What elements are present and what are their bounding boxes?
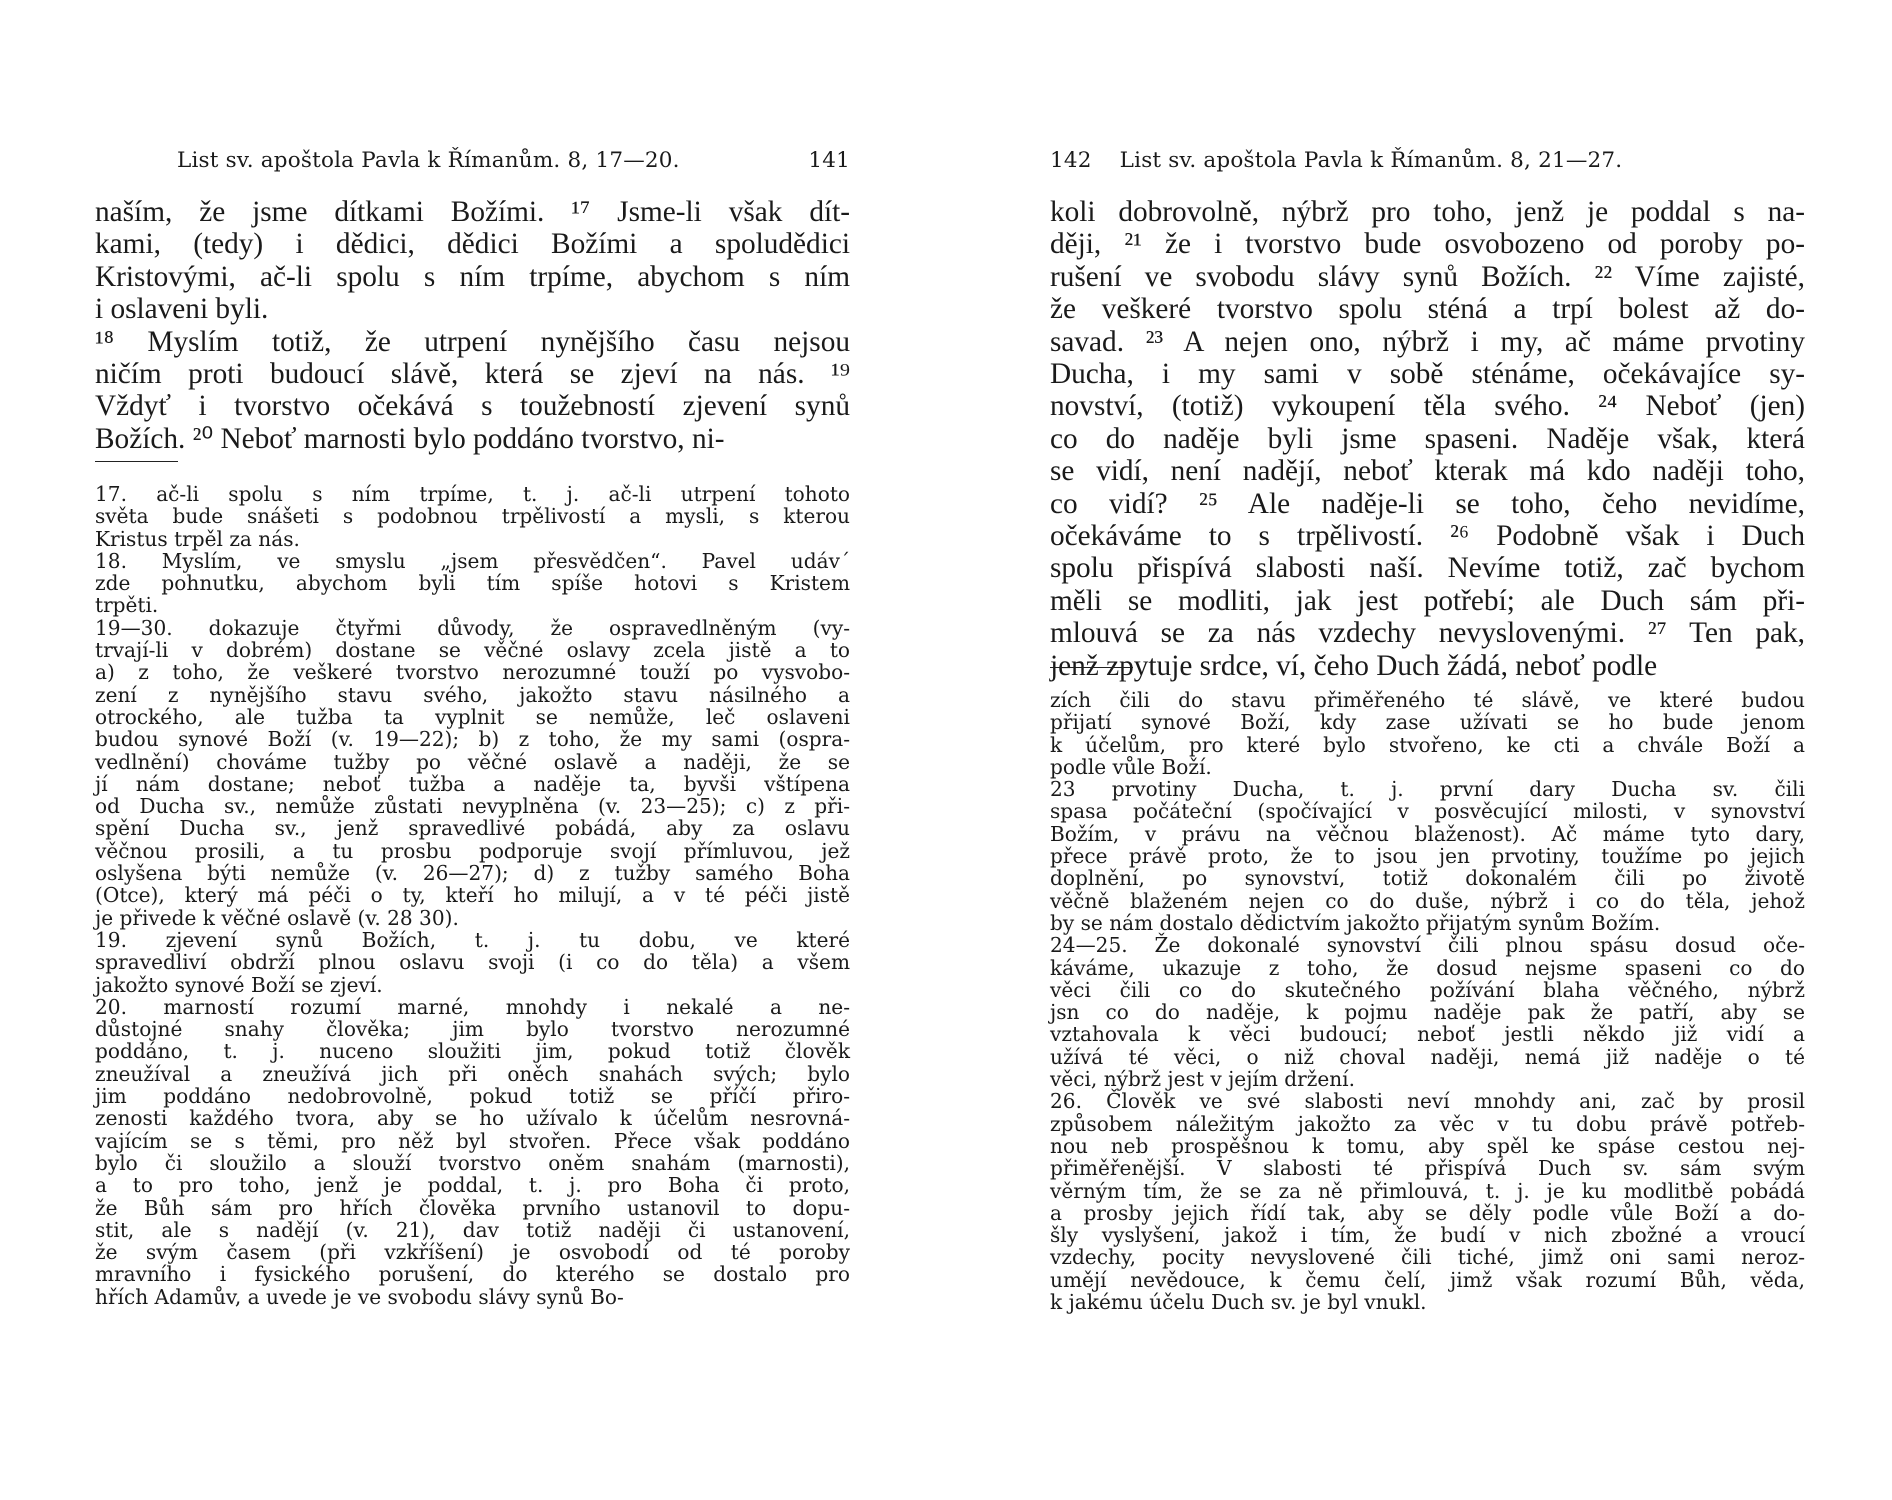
left-note-line: spravedliví obdrží plnou oslavu svoji (i co do těla) a všem bbox=[95, 950, 850, 975]
left-note-line: zneužíval a zneužívá jich při oněch snahách svých; bylo bbox=[95, 1061, 850, 1086]
left-page bbox=[95, 0, 850, 1500]
left-main-text bbox=[95, 196, 850, 455]
left-body-line: kami, (tedy) i dědici, dědici Božími a spoludědici bbox=[95, 228, 850, 261]
left-note-line: stit, ale s nadějí (v. 21), dav totiž naději či ustanovení, bbox=[95, 1217, 850, 1242]
left-note-line: Kristus trpěl za nás. bbox=[95, 526, 300, 551]
right-main-text bbox=[1050, 196, 1805, 682]
right-note-line: by se nám dostalo dědictvím jakožto přijatým synům Božím. bbox=[1050, 910, 1661, 935]
left-header-title: List sv. apoštola Pavla k Římanům. 8, 17—20. bbox=[177, 148, 680, 173]
left-body-line: Božích. ²⁰ Neboť marnosti bylo poddáno tvorstvo, ni- bbox=[95, 422, 725, 455]
right-note-line: užívá té věci, o niž choval naději, nemá již naděje o té bbox=[1050, 1044, 1805, 1069]
right-note-line: vztahovala k věci budoucí; neboť jestli někdo již vidí a bbox=[1050, 1022, 1805, 1047]
right-note-line: umějí nevědouce, k čemu čelí, jimž však rozumí Bůh, věda, bbox=[1050, 1267, 1805, 1292]
left-note-line: budou synové Boží (v. 19—22); b) z toho, že my sami (ospra- bbox=[95, 727, 850, 752]
left-note-line: poddáno, t. j. nuceno sloužiti jim, pokud totiž člověk bbox=[95, 1039, 850, 1064]
left-note-line: hřích Adamův, a uvede je ve svobodu slávy synů Bo- bbox=[95, 1284, 624, 1309]
left-note-line: trpěti. bbox=[95, 593, 159, 618]
right-body-line: novství, (totiž) vykoupení těla svého. ²⁴ Neboť (jen) bbox=[1050, 390, 1805, 423]
right-body-line: co vidí? ²⁵ Ale naděje-li se toho, čeho nevidíme, bbox=[1050, 487, 1805, 520]
right-body-line: že veškeré tvorstvo spolu sténá a trpí bolest až do- bbox=[1050, 293, 1805, 326]
right-body-line: Ducha, i my sami v sobě sténáme, očekávajíce sy- bbox=[1050, 358, 1805, 391]
right-body-line: koli dobrovolně, nýbrž pro toho, jenž je poddal s na- bbox=[1050, 196, 1805, 228]
left-note-line: 19. zjevení synů Božích, t. j. tu dobu, ve které bbox=[95, 927, 850, 952]
left-note-line: zení z nynějšího stavu svého, jakožto stavu násilného a bbox=[95, 682, 850, 707]
right-note-line: káváme, ukazuje z toho, že dosud nejsme spaseni co do bbox=[1050, 955, 1805, 980]
left-note-line: 17. ač-li spolu s ním trpíme, t. j. ač-li utrpení tohoto bbox=[95, 482, 850, 506]
left-note-line: důstojné snahy člověka; jim bylo tvorstvo nerozumné bbox=[95, 1017, 850, 1042]
right-note-line: 26. Člověk ve své slabosti neví mnohdy ani, zač by prosil bbox=[1050, 1089, 1805, 1114]
right-note-line: šly vyslyšení, jakož i tím, že budí v nich zbožné a vroucí bbox=[1050, 1223, 1805, 1248]
left-note-line: zenosti každého tvora, aby se ho užívalo k účelům nesrovná- bbox=[95, 1106, 850, 1131]
left-note-line: je přivede k věčné oslavě (v. 28 30). bbox=[95, 905, 459, 930]
left-footnote-divider bbox=[95, 461, 178, 462]
left-note-line: od Ducha sv., nemůže zůstati nevyplněna (v. 23—25); c) z při- bbox=[95, 794, 850, 819]
right-note-line: přiměřenější. V slabosti té přispívá Duch sv. sám svým bbox=[1050, 1156, 1805, 1181]
left-note-line: a) z toho, že veškeré tvorstvo nerozumné touží po vysvobo- bbox=[95, 660, 850, 685]
left-note-line: jí nám dostane; neboť tužba a naděje ta, byvši vštípena bbox=[95, 771, 850, 796]
left-note-line: a to pro toho, jenž je poddal, t. j. pro Boha či proto, bbox=[95, 1173, 850, 1198]
right-note-line: přijatí synové Boží, kdy zase užívati se ho bude jenom bbox=[1050, 710, 1805, 735]
right-body-line: jenž zpytuje srdce, ví, čeho Duch žádá, neboť podle bbox=[1050, 649, 1658, 682]
left-note-line: že Bůh sám pro hřích člověka prvního ustanovil to dopu- bbox=[95, 1195, 850, 1220]
right-body-line: se vidí, není nadějí, neboť kterak má kdo naději toho, bbox=[1050, 455, 1805, 488]
left-note-line: 18. Myslím, ve smyslu „jsem přesvědčen“. Pavel udáv´ bbox=[95, 548, 850, 573]
left-page-number: 141 bbox=[808, 148, 850, 173]
right-body-line: spolu přispívá slabosti naší. Nevíme totiž, zač bychom bbox=[1050, 552, 1805, 585]
right-note-line: spasa počáteční (spočívající v posvěcující milosti, v synovství bbox=[1050, 799, 1805, 824]
left-note-line: jim poddáno nedobrovolně, pokud totiž se příčí přiro- bbox=[95, 1084, 850, 1109]
right-commentary bbox=[1050, 689, 1805, 1313]
right-note-line: 24—25. Že dokonalé synovství čili plnou spásu dosud oče- bbox=[1050, 933, 1805, 958]
left-note-line: 19—30. dokazuje čtyřmi důvody, že ospravedlněným (vy- bbox=[95, 615, 850, 640]
right-page bbox=[1050, 0, 1805, 1500]
left-note-line: trvají-li v dobrém) dostane se věčné oslavy zcela jistě a to bbox=[95, 638, 850, 663]
right-note-line: nou neb prospěšnou k tomu, aby spěl ke spáse cestou nej- bbox=[1050, 1133, 1805, 1158]
left-note-line: jakožto synové Boží se zjeví. bbox=[95, 972, 383, 997]
right-note-line: Božím, v právu na věčnou blaženost). Ač máme tyto dary, bbox=[1050, 821, 1805, 846]
right-header-title: List sv. apoštola Pavla k Římanům. 8, 21—27. bbox=[1119, 148, 1623, 173]
left-body-line: ničím proti budoucí slávě, která se zjeví na nás. ¹⁹ bbox=[95, 358, 850, 391]
right-footnote-divider bbox=[1050, 667, 1133, 668]
left-body-line: Vždyť i tvorstvo očekává s toužebností zjevení synů bbox=[95, 390, 850, 423]
right-note-line: zích čili do stavu přiměřeného té slávě, ve které budou bbox=[1050, 688, 1805, 712]
right-body-line: ději, ²¹ že i tvorstvo bude osvobozeno od poroby po- bbox=[1050, 228, 1805, 261]
left-note-line: bylo či sloužilo a slouží tvorstvo oněm snahám (marnosti), bbox=[95, 1150, 850, 1175]
left-note-line: zde pohnutku, abychom byli tím spíše hotovi s Kristem bbox=[95, 571, 850, 596]
left-body-line: i oslaveni byli. bbox=[95, 293, 269, 326]
right-note-line: věrným tím, že se za ně přimlouvá, t. j. je ku modlitbě pobádá bbox=[1050, 1178, 1805, 1203]
left-running-header bbox=[95, 148, 850, 173]
right-note-line: doplnění, po synovství, totiž dokonalém čili po životě bbox=[1050, 866, 1805, 891]
left-body-line: naším, že jsme dítkami Božími. ¹⁷ Jsme-li však dít- bbox=[95, 196, 850, 228]
right-note-line: k účelům, pro které bylo stvořeno, ke cti a chvále Boží a bbox=[1050, 732, 1805, 757]
left-note-line: světa bude snášeti s podobnou trpělivostí a mysli, s kterou bbox=[95, 504, 850, 529]
right-note-line: podle vůle Boží. bbox=[1050, 754, 1212, 779]
left-note-line: vajícím se s těmi, pro něž byl stvořen. Přece však poddáno bbox=[95, 1128, 850, 1153]
left-note-line: oslyšena býti nemůže (v. 26—27); d) z tužby samého Boha bbox=[95, 861, 850, 886]
right-note-line: věčně blaženém nejen co do duše, nýbrž i co do těla, jehož bbox=[1050, 888, 1805, 913]
left-body-line: Kristovými, ač-li spolu s ním trpíme, abychom s ním bbox=[95, 260, 850, 293]
right-body-line: měli se modliti, jak jest potřebí; ale Duch sám při- bbox=[1050, 584, 1805, 617]
right-body-line: mlouvá se za nás vzdechy nevyslovenými. ²⁷ Ten pak, bbox=[1050, 617, 1805, 650]
right-note-line: jsn co do naděje, k pojmu naděje pak že patří, aby se bbox=[1050, 1000, 1805, 1025]
right-note-line: způsobem náležitým jakožto za věc v tu dobu právě potřeb- bbox=[1050, 1111, 1805, 1136]
right-note-line: k jakému účelu Duch sv. je byl vnukl. bbox=[1050, 1290, 1427, 1315]
left-body-line: ¹⁸ Myslím totiž, že utrpení nynějšího času nejsou bbox=[95, 325, 850, 358]
right-body-line: rušení ve svobodu slávy synů Božích. ²² Víme zajisté, bbox=[1050, 260, 1805, 293]
right-note-line: vzdechy, pocity nevyslovené čili tiché, jimž oni sami neroz- bbox=[1050, 1245, 1805, 1270]
right-note-line: věci, nýbrž jest v jejím držení. bbox=[1050, 1067, 1355, 1092]
left-note-line: spění Ducha sv., jenž spravedlivé pobádá, aby za oslavu bbox=[95, 816, 850, 841]
right-body-line: očekáváme to s trpělivostí. ²⁶ Podobně však i Duch bbox=[1050, 520, 1805, 553]
right-note-line: věci čili co do skutečného požívání blaha věčného, nýbrž bbox=[1050, 977, 1805, 1002]
left-note-line: mravního i fysického porušení, do kterého se dostalo pro bbox=[95, 1262, 850, 1287]
left-commentary bbox=[95, 483, 850, 1308]
right-running-header bbox=[1050, 148, 1805, 173]
right-note-line: přece právě proto, že to jsou jen prvotiny, toužíme po jejich bbox=[1050, 844, 1805, 869]
left-note-line: že svým časem (při vzkříšení) je osvobodí od té poroby bbox=[95, 1240, 850, 1265]
left-note-line: 20. marností rozumí marné, mnohdy i nekalé a ne- bbox=[95, 994, 850, 1019]
left-note-line: vedlnění) chováme tužby po věčné oslavě a naději, že se bbox=[95, 749, 850, 774]
right-note-line: a prosby jejich řídí tak, aby se děly podle vůle Boží a do- bbox=[1050, 1200, 1805, 1225]
right-body-line: co do naděje byli jsme spaseni. Naděje však, která bbox=[1050, 422, 1805, 455]
right-page-number: 142 bbox=[1050, 148, 1092, 173]
left-note-line: (Otce), který má péči o ty, kteří ho milují, a v té péči jistě bbox=[95, 883, 850, 908]
left-note-line: otrockého, ale tužba ta vyplnit se nemůže, leč oslaveni bbox=[95, 704, 850, 729]
right-body-line: savad. ²³ A nejen ono, nýbrž i my, ač máme prvotiny bbox=[1050, 325, 1805, 358]
left-note-line: věčnou prosili, a tu prosbu podporuje svojí přímluvou, jež bbox=[95, 838, 850, 863]
right-note-line: 23 prvotiny Ducha, t. j. první dary Ducha sv. čili bbox=[1050, 777, 1805, 802]
